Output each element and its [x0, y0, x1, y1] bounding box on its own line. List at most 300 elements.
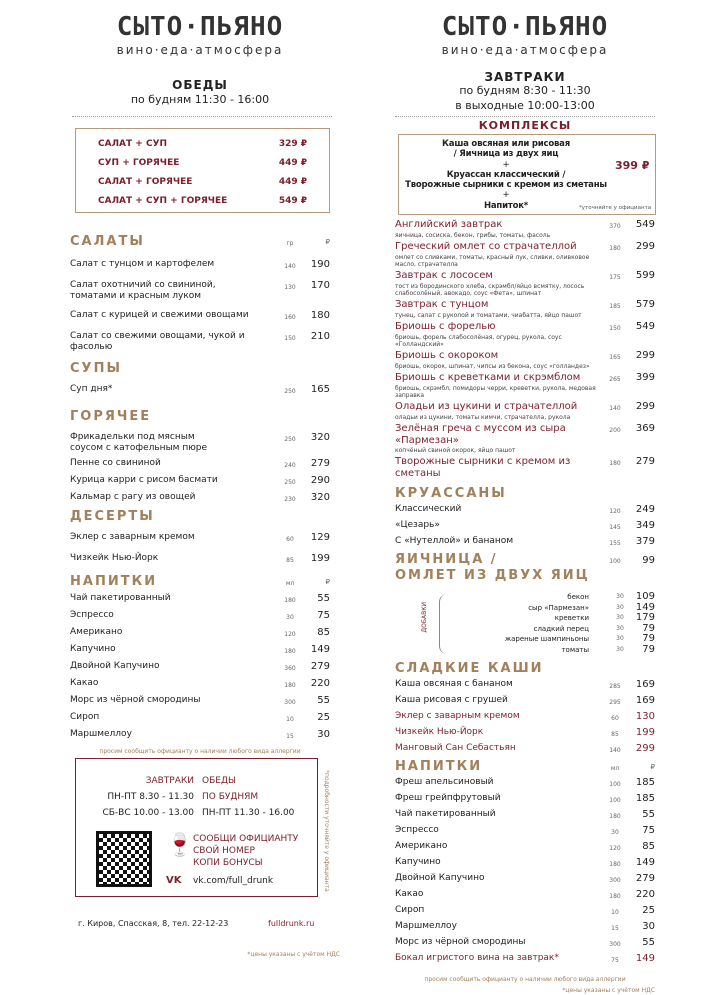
item-name: Фреш грейпфрутовый	[395, 793, 501, 803]
item-price: 25	[317, 712, 330, 723]
combo-price: 399 ₽	[615, 159, 650, 172]
info-lunch-hours: ПН-ПТ 11.30 - 16.00	[202, 808, 295, 818]
menu-item	[70, 610, 330, 623]
addon-item	[455, 613, 655, 624]
item-price: 549	[635, 321, 655, 332]
divider	[395, 116, 655, 117]
item-name: Американо	[70, 627, 123, 637]
menu-item	[70, 310, 330, 323]
tagline: вино·еда·атмосфера	[116, 43, 284, 57]
breakfast-item	[395, 423, 655, 454]
item-weight: 30	[611, 829, 619, 836]
item-name: Манговый Сан Себастьян	[395, 743, 516, 753]
info-breakfast-title: ЗАВТРАКИ	[145, 776, 194, 786]
menu-item	[395, 536, 655, 549]
combo-price: 449 ₽	[278, 157, 307, 168]
item-name: Морс из чёрной смородины	[70, 695, 201, 705]
item-price: 199	[635, 727, 655, 738]
addon-name: томаты	[561, 645, 589, 654]
item-price: 55	[642, 809, 655, 820]
item-weight: 15	[611, 925, 619, 932]
logo: СЫТО·ПЬЯНО	[441, 12, 609, 42]
item-price: 75	[317, 610, 330, 621]
weight: 100	[609, 557, 621, 565]
item-price: 279	[635, 456, 655, 467]
breakfast-item	[395, 299, 655, 319]
item-name: Завтрак с лососем	[395, 270, 493, 281]
combo-note: *уточняйте у официанта	[579, 205, 652, 211]
menu-item	[70, 644, 330, 657]
breakfast-item	[395, 372, 655, 399]
item-row	[395, 350, 655, 363]
item-name: Двойной Капучино	[395, 873, 485, 883]
menu-item	[395, 504, 655, 517]
item-price: 25	[642, 905, 655, 916]
item-row	[395, 219, 655, 232]
vat-note: *цены указаны с учётом НДС	[247, 951, 340, 958]
menu-item	[395, 679, 655, 692]
tagline: вино·еда·атмосфера	[441, 43, 609, 57]
item-weight: 180	[284, 597, 296, 604]
item-price: 320	[310, 432, 330, 443]
breakfast-item	[395, 401, 655, 421]
item-name: Бриошь с форелью	[395, 321, 496, 332]
item-name: Чизкейк Нью-Йорк	[395, 727, 484, 737]
menu-item	[70, 661, 330, 674]
item-price: 169	[635, 695, 655, 706]
breakfast-item	[395, 241, 655, 268]
item-price: 75	[642, 825, 655, 836]
item-name: Салат охотничий со свининой, томатами и красным луком	[70, 280, 216, 301]
menu-item	[70, 553, 330, 566]
divider	[72, 116, 332, 117]
menu-item	[395, 727, 655, 740]
item-name: Бокал игристого вина на завтрак*	[395, 953, 559, 963]
breakfast-item	[395, 350, 655, 370]
item-name: Салат с тунцом и картофелем	[70, 259, 215, 269]
currency-label: ₽	[325, 237, 330, 246]
addon-weight: 30	[616, 645, 624, 653]
combo-item	[98, 191, 307, 210]
section-title: СЛАДКИЕ КАШИ	[395, 661, 544, 676]
vat-note: *цены указаны с учётом НДС	[562, 987, 655, 994]
item-name: Чай пакетированный	[70, 593, 171, 603]
section-title: ДЕСЕРТЫ	[70, 509, 155, 524]
breakfast-menu	[395, 219, 655, 995]
item-price: 149	[635, 953, 655, 964]
item-price: 249	[635, 504, 655, 515]
item-weight: 150	[609, 325, 621, 332]
addon-price: 179	[635, 612, 655, 623]
item-weight: 300	[609, 941, 621, 948]
addon-name: бекон	[567, 593, 589, 601]
section-title: ОМЛЕТ ИЗ ДВУХ ЯИЦ	[395, 568, 590, 583]
addon-name: сыр «Пармезан»	[528, 603, 589, 612]
item-price: 55	[317, 695, 330, 706]
combo-name: САЛАТ + СУП + ГОРЯЧЕЕ	[98, 195, 228, 206]
combo-title: КОМПЛЕКСЫ	[478, 119, 572, 132]
item-weight: 180	[609, 813, 621, 820]
item-weight: 145	[609, 524, 621, 531]
menu-item	[70, 712, 330, 725]
item-name: Греческий омлет со страчателлой	[395, 241, 577, 252]
addon-weight: 30	[616, 635, 624, 642]
item-row	[395, 423, 655, 447]
item-name: Завтрак с тунцом	[395, 299, 489, 310]
item-weight: 100	[609, 781, 621, 788]
item-price: 549	[635, 219, 655, 230]
item-price: 579	[635, 299, 655, 310]
item-name: Каша рисовая с грушей	[395, 695, 508, 705]
addon-weight: 30	[616, 624, 624, 632]
combo-price: 329 ₽	[278, 138, 307, 149]
menu-item	[395, 520, 655, 533]
combo-line: / Яичница из двух яиц	[453, 149, 559, 160]
item-price: 220	[310, 678, 330, 689]
menu-item	[395, 873, 655, 886]
item-name: Капучино	[395, 857, 441, 867]
menu-item	[70, 695, 330, 708]
addons-block	[395, 592, 655, 655]
item-weight: 175	[609, 274, 621, 281]
item-price: 320	[310, 492, 330, 503]
menu-item	[395, 825, 655, 838]
item-price: 299	[635, 350, 655, 361]
brace-icon	[439, 594, 447, 654]
item-price: 30	[642, 921, 655, 932]
menu-item	[70, 432, 330, 454]
item-name: Кальмар с рагу из овощей	[70, 492, 196, 502]
item-weight: 250	[284, 479, 296, 486]
item-price: 349	[635, 520, 655, 531]
item-description: бриошь, окорок, шпинат, чипсы из бекона, соус «голландез»	[395, 363, 590, 370]
item-weight: 185	[609, 303, 621, 310]
info-lunch-title: ОБЕДЫ	[202, 776, 236, 786]
desserts-section	[70, 509, 330, 566]
item-name: Маршмеллоу	[70, 729, 132, 739]
addon-price: 109	[635, 591, 655, 602]
item-price: 130	[635, 711, 655, 722]
menu-item	[70, 678, 330, 691]
item-weight: 300	[284, 699, 296, 706]
item-price: 299	[635, 743, 655, 754]
item-weight: 180	[609, 893, 621, 900]
breakfast-item	[395, 321, 655, 348]
addon-item	[455, 603, 655, 614]
combo-line: Круассан классический /	[446, 169, 566, 180]
soups-section	[70, 361, 330, 397]
item-weight: 360	[284, 665, 296, 672]
item-weight: 160	[284, 314, 296, 321]
item-weight: 15	[286, 733, 294, 740]
item-weight: 60	[286, 536, 294, 543]
addon-item	[455, 634, 655, 645]
info-side-note: *подробности уточняйте у официанта	[323, 770, 330, 892]
item-name: Двойной Капучино	[70, 661, 160, 671]
porridge-section	[395, 661, 655, 756]
item-price: 185	[635, 777, 655, 788]
unit-label: гр	[286, 239, 294, 247]
combo-item	[98, 172, 307, 191]
addon-weight: 30	[616, 614, 624, 621]
item-price: 279	[310, 661, 330, 672]
addon-name: жареные шампиньоны	[504, 635, 589, 643]
item-weight: 10	[286, 716, 294, 723]
item-description: бриошь, скрэмбл, помидоры черри, креветки, рукола, медовая заправка	[395, 385, 596, 399]
item-price: 399	[635, 372, 655, 383]
menu-item	[70, 259, 330, 272]
item-name: Эспрессо	[70, 610, 114, 620]
breakfast-hours-weekdays: по будням 8:30 - 11:30	[459, 84, 591, 97]
breakfast-item	[395, 456, 655, 480]
breakfast-item	[395, 270, 655, 297]
item-price: 85	[642, 841, 655, 852]
item-name: Фреш апельсиновый	[395, 777, 494, 787]
menu-item	[395, 793, 655, 806]
lunch-hours: по будням 11:30 - 16:00	[130, 93, 270, 106]
item-name: Салат со свежими овощами, чукой и фасолью	[70, 331, 245, 352]
item-price: 55	[642, 937, 655, 948]
item-row	[395, 299, 655, 312]
bonus-line: СВОЙ НОМЕР	[193, 846, 255, 856]
addon-item	[455, 645, 655, 656]
item-weight: 265	[609, 376, 621, 383]
item-name: Салат с курицей и свежими овощами	[70, 310, 249, 320]
item-row	[395, 372, 655, 385]
menu-item	[395, 857, 655, 870]
item-price: 165	[310, 384, 330, 395]
item-price: 210	[310, 331, 330, 342]
section-title: САЛАТЫ	[70, 234, 145, 249]
eggs-section	[395, 552, 655, 655]
item-price: 55	[317, 593, 330, 604]
item-weight: 120	[609, 508, 621, 515]
item-name: Какао	[70, 678, 99, 688]
item-name: Чизкейк Нью-Йорк	[70, 553, 159, 563]
menu-item	[70, 331, 330, 353]
item-weight: 140	[609, 405, 621, 412]
item-weight: 180	[609, 861, 621, 868]
info-breakfast	[82, 773, 194, 821]
item-weight: 75	[611, 957, 619, 964]
item-price: 185	[635, 793, 655, 804]
item-description: омлет со сливками, томаты, красный лук, сливки, оливковое масло, страчателла	[395, 254, 590, 268]
item-name: Эклер с заварным кремом	[395, 711, 520, 721]
unit-label: мл	[285, 579, 295, 587]
item-weight: 100	[609, 797, 621, 804]
item-price: 180	[310, 310, 330, 321]
item-weight: 180	[609, 245, 621, 252]
price: 99	[642, 554, 655, 566]
item-weight: 60	[611, 715, 619, 722]
item-name: Эспрессо	[395, 825, 439, 835]
item-name: Маршмеллоу	[395, 921, 457, 931]
address: г. Киров, Спасская, 8, тел. 22-12-23	[78, 919, 229, 928]
item-price: 279	[635, 873, 655, 884]
menu-item	[395, 809, 655, 822]
item-weight: 155	[609, 540, 621, 547]
item-weight: 285	[609, 683, 621, 690]
section-title: НАПИТКИ	[70, 574, 158, 589]
item-price: 129	[310, 532, 330, 543]
breakfast-title: ЗАВТРАКИ	[484, 70, 566, 84]
site-link[interactable]: fulldrunk.ru	[268, 919, 315, 928]
item-price: 149	[635, 857, 655, 868]
item-weight: 200	[609, 427, 621, 434]
combo-plus: +	[502, 190, 510, 201]
salads-section	[70, 234, 330, 353]
menu-item	[395, 889, 655, 902]
info-lunch	[202, 773, 316, 821]
item-name: Пенне со свининой	[70, 458, 161, 468]
addon-item	[455, 592, 655, 603]
item-weight: 130	[284, 284, 296, 291]
bonus-text	[193, 833, 298, 869]
item-weight: 240	[284, 462, 296, 469]
item-name: Суп дня*	[70, 384, 113, 394]
item-weight: 370	[609, 223, 621, 230]
item-weight: 295	[609, 699, 621, 706]
section-title: ГОРЯЧЕЕ	[70, 409, 152, 424]
menu-item	[70, 593, 330, 606]
item-weight: 180	[284, 648, 296, 655]
item-row	[395, 456, 655, 480]
item-weight: 85	[286, 557, 294, 564]
menu-item	[395, 905, 655, 918]
item-price: 199	[310, 553, 330, 564]
bonus-line: СООБЩИ ОФИЦИАНТУ	[193, 834, 299, 844]
item-row	[395, 241, 655, 254]
combo-plus: +	[502, 159, 510, 170]
menu-item	[70, 458, 330, 471]
item-price: 299	[635, 241, 655, 252]
item-name: Оладьи из цукини и страчателлой	[395, 401, 578, 412]
info-box	[75, 758, 318, 897]
item-weight: 150	[284, 335, 296, 342]
section-title: НАПИТКИ	[395, 759, 483, 774]
section-title: ЯИЧНИЦА /	[395, 552, 498, 567]
item-name: Бриошь с креветками и скрэмблом	[395, 372, 581, 383]
menu-item	[70, 384, 330, 397]
addon-name: сладкий перец	[533, 624, 589, 633]
item-weight: 250	[284, 436, 296, 443]
menu-item	[395, 921, 655, 934]
combo-line: Творожные сырники с кремом из сметаны	[405, 180, 607, 191]
croissants-section	[395, 486, 655, 549]
combo-line: Каша овсяная или рисовая	[442, 139, 570, 149]
info-lunch-sub: ПО БУДНЯМ	[202, 792, 259, 802]
item-price: 190	[310, 259, 330, 270]
item-name: Сироп	[70, 712, 100, 722]
combo-name: САЛАТ + ГОРЯЧЕЕ	[98, 176, 193, 187]
lunch-combos	[75, 128, 330, 213]
item-description: оладьи из цукини, томаты кимчи, страчателла, рукола	[395, 414, 571, 421]
item-name: Творожные сырники с кремом из сметаны	[395, 456, 571, 479]
item-price: 379	[635, 536, 655, 547]
item-description: тунец, салат с руколой и томатами, чиабатта, яйцо пашот	[395, 312, 582, 319]
item-row	[395, 321, 655, 334]
item-price: 279	[310, 458, 330, 469]
combo-item	[98, 153, 307, 172]
combo-price: 449 ₽	[278, 176, 307, 187]
item-description: тост из бородинского хлеба, скрэмбл/яйцо всмятку, лосось слабосолёный, авокадо, соус «Фета», шпинат	[395, 283, 585, 297]
breakfast-drinks-section	[395, 759, 655, 966]
item-price: 599	[635, 270, 655, 281]
menu-item	[395, 937, 655, 950]
item-price: 149	[310, 644, 330, 655]
item-name: Зелёная греча с муссом из сыра «Пармезан»	[395, 423, 566, 446]
breakfast-hours-weekend: в выходные 10:00-13:00	[455, 99, 595, 112]
addon-item	[455, 624, 655, 635]
item-price: 299	[635, 401, 655, 412]
item-name: Классический	[395, 504, 462, 514]
item-name: Американо	[395, 841, 448, 851]
menu-item	[70, 280, 330, 302]
section-title: СУПЫ	[70, 361, 122, 376]
info-breakfast-weekend: СБ-ВС 10.00 - 13.00	[102, 808, 194, 818]
item-weight: 250	[284, 388, 296, 395]
item-price: 30	[317, 729, 330, 740]
currency-label: ₽	[325, 577, 330, 586]
item-weight: 165	[609, 354, 621, 361]
logo: СЫТО·ПЬЯНО	[116, 12, 284, 42]
qr-code[interactable]	[96, 831, 152, 887]
addon-price: 79	[642, 633, 655, 644]
addon-weight: 30	[616, 603, 624, 611]
section-title: КРУАССАНЫ	[395, 486, 507, 501]
item-row	[395, 270, 655, 283]
item-price: 220	[635, 889, 655, 900]
item-price: 85	[317, 627, 330, 638]
currency-label: ₽	[650, 762, 655, 771]
item-name: Чай пакетированный	[395, 809, 496, 819]
item-description: копчёный свиной окорок, яйцо пашот	[395, 447, 516, 454]
item-weight: 120	[609, 845, 621, 852]
combo-name: СУП + ГОРЯЧЕЕ	[98, 157, 180, 168]
item-weight: 230	[284, 496, 296, 503]
item-description: бриошь, форель слабосолёная, огурец, рукола, соус «Голландский»	[395, 334, 562, 348]
item-price: 290	[310, 475, 330, 486]
item-name: Бриошь с окороком	[395, 350, 499, 361]
item-name: Сироп	[395, 905, 425, 915]
menu-item	[395, 841, 655, 854]
addon-price: 79	[642, 622, 655, 634]
bonus-line: КОПИ БОНУСЫ	[193, 858, 263, 868]
wine-glass-icon: 🍷	[166, 833, 194, 858]
item-weight: 140	[609, 747, 621, 754]
combo-name: САЛАТ + СУП	[98, 138, 168, 149]
lunch-title: ОБЕДЫ	[172, 78, 228, 92]
combo-price: 549 ₽	[278, 195, 307, 206]
vk-link[interactable]: vk.com/full_drunk	[193, 876, 274, 886]
item-row	[395, 401, 655, 414]
addon-price: 79	[642, 643, 655, 655]
item-weight: 85	[611, 731, 619, 738]
unit-label: мл	[610, 764, 620, 772]
item-price: 369	[635, 423, 655, 434]
item-weight: 180	[284, 682, 296, 689]
item-name: Каша овсяная с бананом	[395, 679, 513, 689]
item-weight: 120	[284, 631, 296, 638]
hot-section	[70, 409, 330, 505]
item-weight: 10	[611, 909, 619, 916]
addons-label: ДОБАВКИ	[421, 602, 428, 633]
item-name: Морс из чёрной смородины	[395, 937, 526, 947]
item-name: Английский завтрак	[395, 219, 503, 230]
item-price: 169	[635, 679, 655, 690]
menu-item	[395, 695, 655, 708]
combo-item	[98, 134, 307, 153]
